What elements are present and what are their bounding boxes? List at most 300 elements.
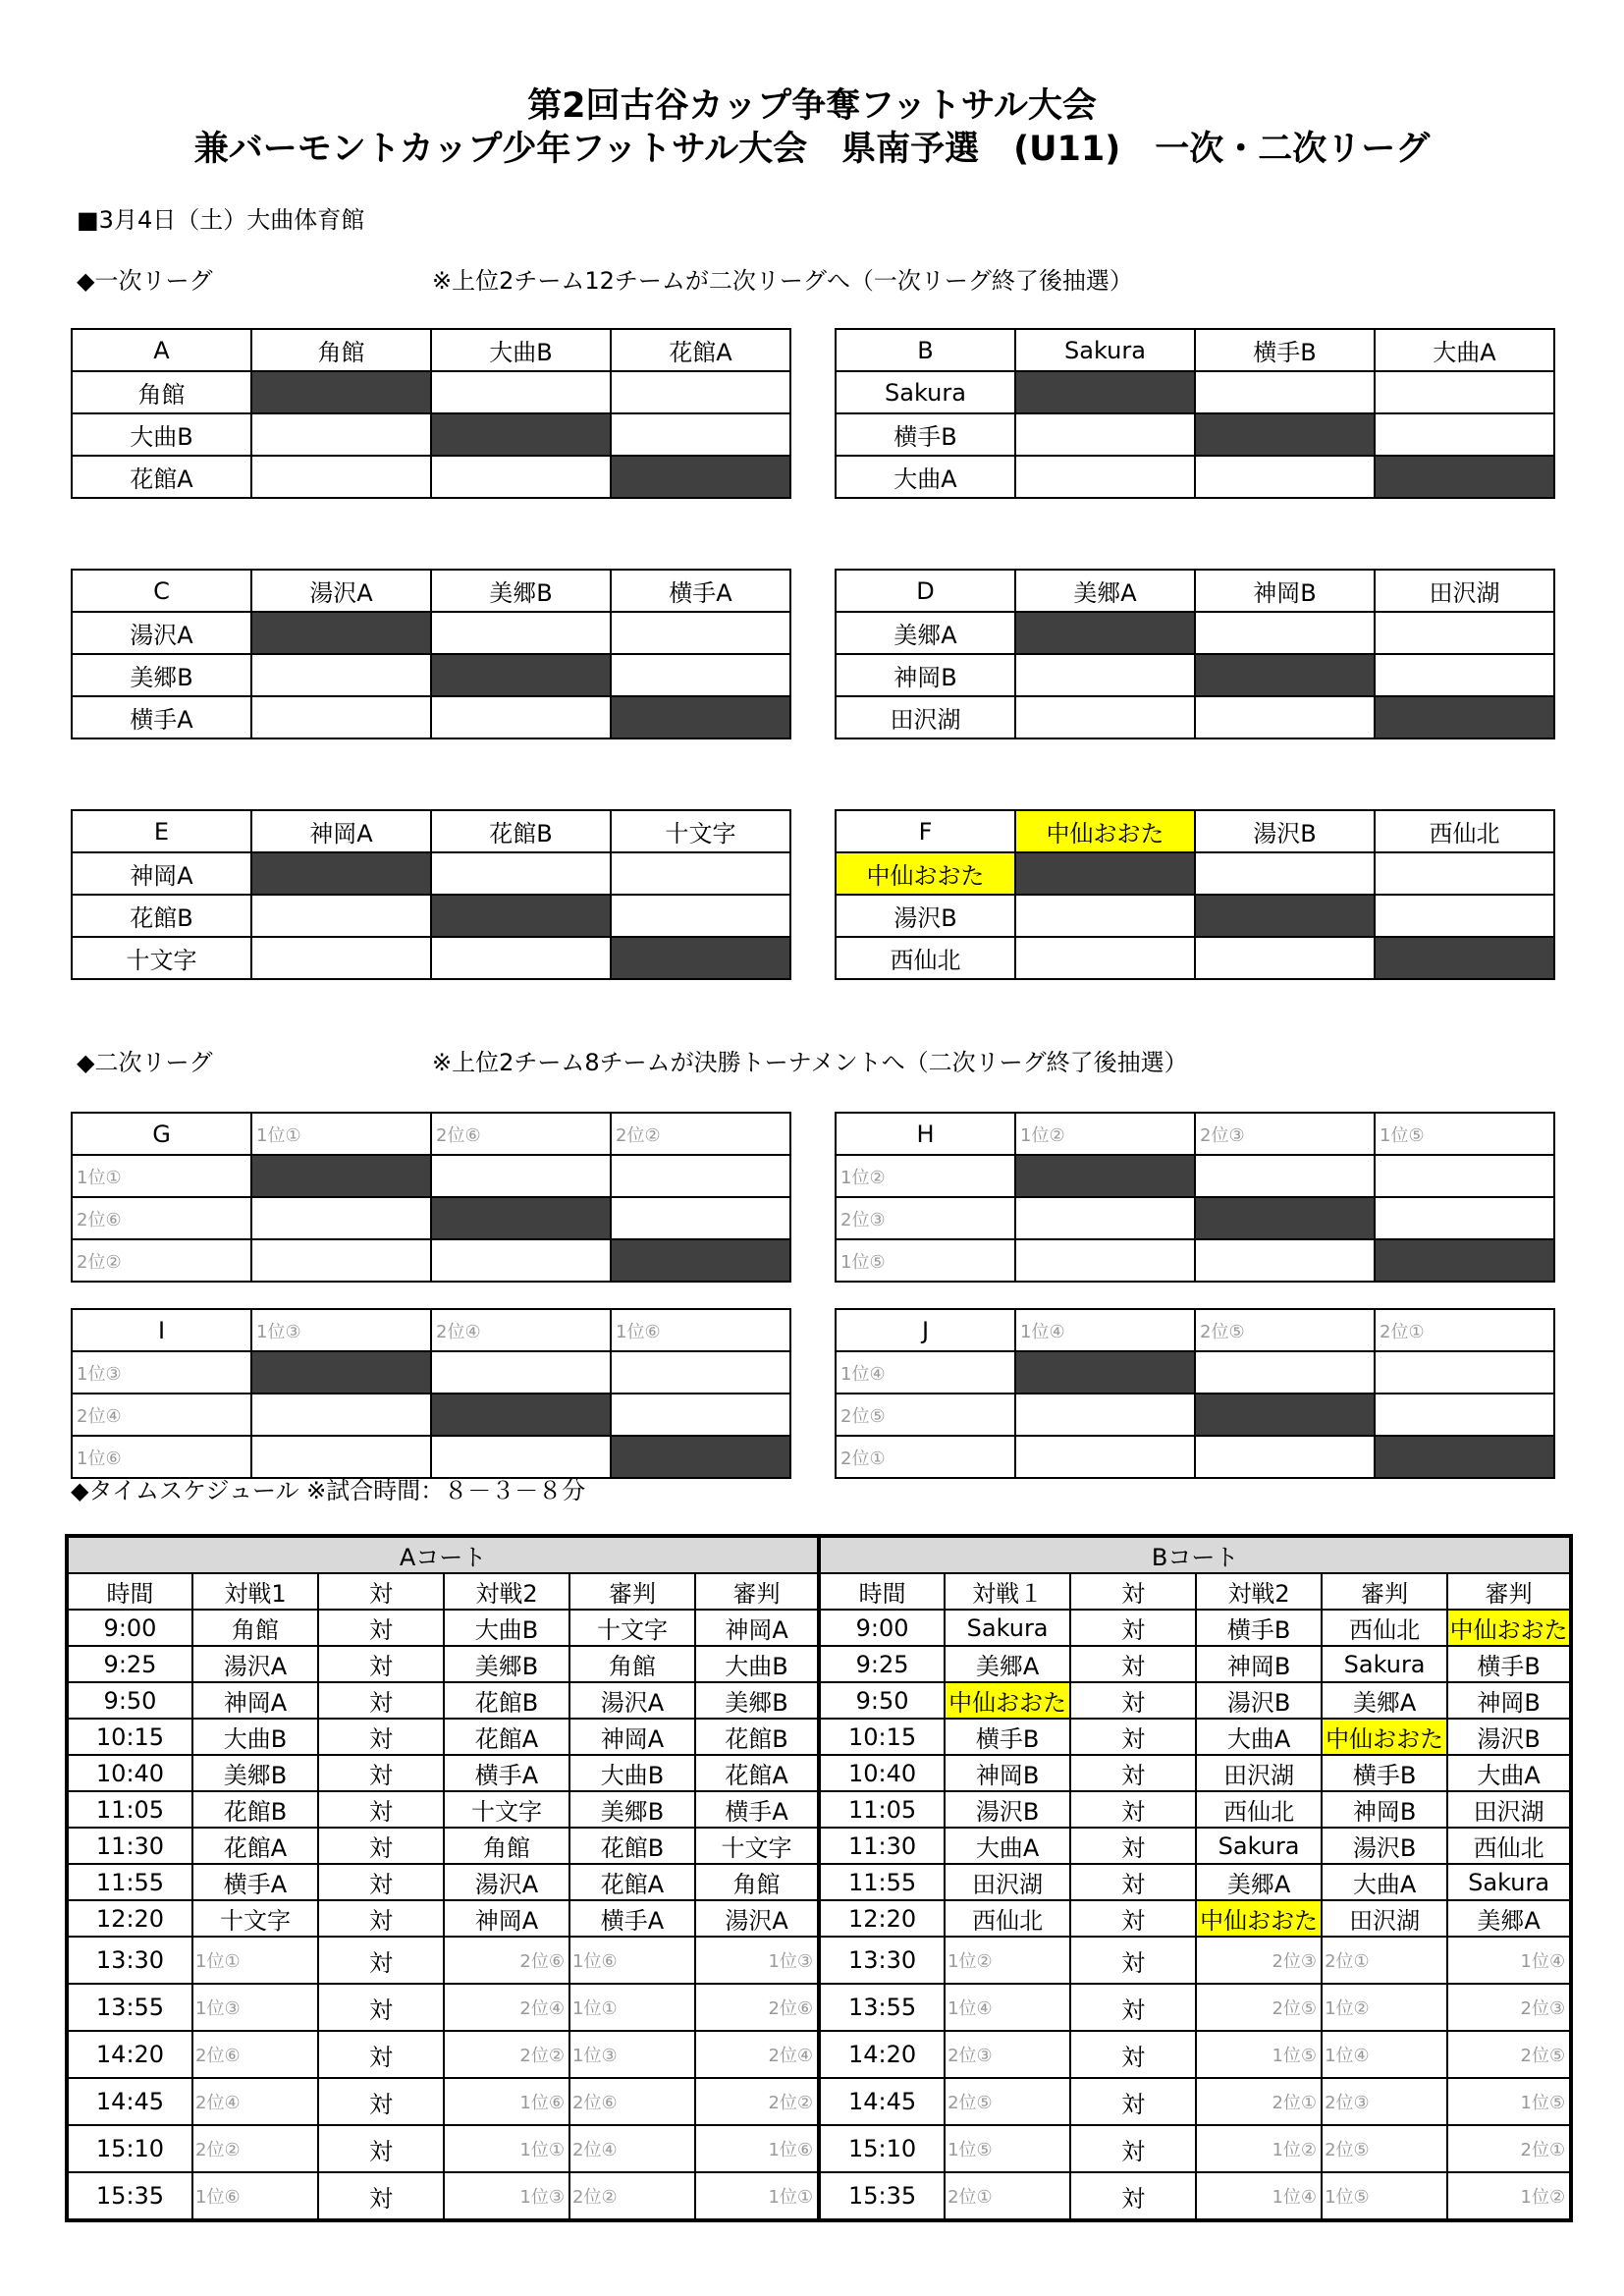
schedule-cell: 13:30 xyxy=(819,1937,945,1984)
schedule-cell: 対 xyxy=(318,1900,444,1937)
schedule-cell: 対 xyxy=(318,1682,444,1719)
team-header: 横手A xyxy=(611,570,790,612)
result-cell xyxy=(1195,937,1375,979)
self-match-cell xyxy=(1015,612,1195,654)
schedule-cell: 神岡A xyxy=(444,1900,569,1937)
schedule-cell: 対 xyxy=(1070,1984,1196,2031)
schedule-cell: 9:25 xyxy=(819,1646,945,1682)
schedule-cell: 湯沢A xyxy=(444,1864,569,1900)
schedule-cell: 12:20 xyxy=(819,1900,945,1937)
team-header: 田沢湖 xyxy=(1375,570,1554,612)
team-row-label: 神岡B xyxy=(836,654,1015,696)
result-cell xyxy=(611,371,790,413)
result-cell xyxy=(1195,1239,1375,1282)
schedule-cell: 対 xyxy=(1070,1755,1196,1791)
result-cell xyxy=(431,456,611,498)
schedule-cell: 15:35 xyxy=(67,2172,192,2220)
result-cell xyxy=(251,1197,431,1239)
team-header: 1位② xyxy=(1015,1113,1195,1155)
schedule-cell: 2位⑥ xyxy=(444,1937,569,1984)
team-row-label: 神岡A xyxy=(72,852,251,895)
team-header: 1位③ xyxy=(251,1309,431,1351)
schedule-cell: 14:45 xyxy=(67,2078,192,2125)
schedule-cell: 対 xyxy=(318,1755,444,1791)
schedule-cell: 田沢湖 xyxy=(1196,1755,1322,1791)
self-match-cell xyxy=(1015,371,1195,413)
schedule-cell: 1位③ xyxy=(569,2031,695,2078)
schedule-cell: 1位⑤ xyxy=(1196,2031,1322,2078)
schedule-cell: 2位② xyxy=(192,2125,318,2172)
group-name: B xyxy=(836,329,1015,371)
team-header: 1位④ xyxy=(1015,1309,1195,1351)
schedule-cell: 対 xyxy=(318,2078,444,2125)
self-match-cell xyxy=(1195,654,1375,696)
schedule-cell: 横手A xyxy=(695,1791,819,1828)
group-name: I xyxy=(72,1309,251,1351)
schedule-row xyxy=(67,1646,1571,1682)
result-cell xyxy=(611,1197,790,1239)
group-name: F xyxy=(836,810,1015,852)
schedule-cell: 1位⑤ xyxy=(1447,2078,1571,2125)
schedule-cell: 13:55 xyxy=(819,1984,945,2031)
result-cell xyxy=(1375,413,1554,456)
schedule-cell: 11:55 xyxy=(819,1864,945,1900)
schedule-cell: 対 xyxy=(1070,1719,1196,1755)
result-cell xyxy=(1375,654,1554,696)
result-cell xyxy=(431,1155,611,1197)
schedule-row xyxy=(67,2031,1571,2078)
result-cell xyxy=(1015,456,1195,498)
schedule-cell: 2位① xyxy=(1322,1937,1447,1984)
schedule-cell: Sakura xyxy=(945,1610,1070,1646)
schedule-cell: 対 xyxy=(1070,1828,1196,1864)
result-cell xyxy=(1015,895,1195,937)
schedule-row xyxy=(67,1755,1571,1791)
result-cell xyxy=(611,852,790,895)
team-row-label: 田沢湖 xyxy=(836,696,1015,738)
team-row-label: 2位② xyxy=(72,1239,251,1282)
schedule-cell: 2位⑥ xyxy=(192,2031,318,2078)
schedule-cell: 2位③ xyxy=(945,2031,1070,2078)
schedule-cell: 対 xyxy=(318,2125,444,2172)
schedule-cell: 花館A xyxy=(695,1755,819,1791)
self-match-cell xyxy=(251,1155,431,1197)
schedule-cell: 13:55 xyxy=(67,1984,192,2031)
column-header: 審判 xyxy=(1447,1573,1571,1610)
schedule-cell: 大曲B xyxy=(695,1646,819,1682)
team-row-label: 2位⑤ xyxy=(836,1394,1015,1436)
schedule-cell: 2位⑥ xyxy=(569,2078,695,2125)
schedule-cell: 2位② xyxy=(695,2078,819,2125)
first-league-label: ◆一次リーグ xyxy=(77,267,213,295)
team-row-label: 2位① xyxy=(836,1436,1015,1478)
result-cell xyxy=(431,612,611,654)
team-header: 2位③ xyxy=(1195,1113,1375,1155)
self-match-cell xyxy=(431,895,611,937)
schedule-cell: 2位① xyxy=(1447,2125,1571,2172)
schedule-cell: 十文字 xyxy=(695,1828,819,1864)
self-match-cell xyxy=(251,371,431,413)
team-header: 十文字 xyxy=(611,810,790,852)
schedule-cell: 1位② xyxy=(1322,1984,1447,2031)
court-b-header: Bコート xyxy=(819,1536,1571,1573)
schedule-cell: 対 xyxy=(318,1864,444,1900)
schedule-cell: 対 xyxy=(1070,1682,1196,1719)
result-cell xyxy=(1015,413,1195,456)
schedule-cell: 横手B xyxy=(1322,1755,1447,1791)
group-name: C xyxy=(72,570,251,612)
group-table-D xyxy=(835,569,1555,739)
team-header: 2位② xyxy=(611,1113,790,1155)
schedule-cell: 神岡A xyxy=(569,1719,695,1755)
result-cell xyxy=(251,696,431,738)
team-header: 神岡A xyxy=(251,810,431,852)
schedule-cell: 対 xyxy=(1070,2125,1196,2172)
result-cell xyxy=(431,1436,611,1478)
result-cell xyxy=(431,852,611,895)
schedule-cell: 1位④ xyxy=(945,1984,1070,2031)
result-cell xyxy=(1375,895,1554,937)
team-row-label: 湯沢A xyxy=(72,612,251,654)
result-cell xyxy=(1015,1197,1195,1239)
schedule-cell: 十文字 xyxy=(569,1610,695,1646)
schedule-cell: 対 xyxy=(1070,2078,1196,2125)
self-match-cell xyxy=(1195,895,1375,937)
schedule-cell: 2位⑤ xyxy=(1322,2125,1447,2172)
result-cell xyxy=(1195,852,1375,895)
schedule-cell: 9:00 xyxy=(67,1610,192,1646)
team-header: 横手B xyxy=(1195,329,1375,371)
schedule-cell: 対 xyxy=(318,2172,444,2220)
schedule-cell: 対 xyxy=(1070,1900,1196,1937)
schedule-row xyxy=(67,1864,1571,1900)
group-table-E xyxy=(71,809,791,980)
schedule-cell: 対 xyxy=(318,2031,444,2078)
schedule-cell: 1位③ xyxy=(695,1937,819,1984)
schedule-cell: 2位① xyxy=(945,2172,1070,2220)
result-cell xyxy=(251,1239,431,1282)
result-cell xyxy=(1375,852,1554,895)
schedule-cell: 1位④ xyxy=(1447,1937,1571,1984)
schedule-cell: 中仙おおた xyxy=(1322,1719,1447,1755)
team-header: 大曲A xyxy=(1375,329,1554,371)
schedule-cell: 2位⑤ xyxy=(1447,2031,1571,2078)
schedule-cell: 対 xyxy=(318,1937,444,1984)
schedule-cell: 美郷A xyxy=(1447,1900,1571,1937)
schedule-cell: 西仙北 xyxy=(1196,1791,1322,1828)
result-cell xyxy=(1195,1351,1375,1394)
second-league-label: ◆二次リーグ xyxy=(77,1049,213,1076)
team-header: 湯沢B xyxy=(1195,810,1375,852)
column-header: 対戦2 xyxy=(1196,1573,1322,1610)
schedule-cell: 2位④ xyxy=(192,2078,318,2125)
self-match-cell xyxy=(251,1351,431,1394)
schedule-cell: 湯沢A xyxy=(569,1682,695,1719)
schedule-row xyxy=(67,1828,1571,1864)
schedule-cell: 対 xyxy=(318,1719,444,1755)
schedule-row xyxy=(67,2078,1571,2125)
schedule-row xyxy=(67,1719,1571,1755)
team-header: 2位④ xyxy=(431,1309,611,1351)
second-league-note: ※上位2チーム8チームが決勝トーナメントへ（二次リーグ終了後抽選） xyxy=(432,1049,1188,1076)
team-row-label: 十文字 xyxy=(72,937,251,979)
self-match-cell xyxy=(1375,456,1554,498)
team-row-label: 2位③ xyxy=(836,1197,1015,1239)
schedule-label: ◆タイムスケジュール ※試合時間：８－３－８分 xyxy=(71,1477,586,1504)
self-match-cell xyxy=(431,654,611,696)
schedule-cell: 11:05 xyxy=(819,1791,945,1828)
schedule-cell: 2位④ xyxy=(569,2125,695,2172)
schedule-cell: 2位① xyxy=(1196,2078,1322,2125)
self-match-cell xyxy=(1375,1436,1554,1478)
schedule-cell: 13:30 xyxy=(67,1937,192,1984)
schedule-cell: 9:50 xyxy=(819,1682,945,1719)
team-header: 西仙北 xyxy=(1375,810,1554,852)
schedule-row xyxy=(67,1610,1571,1646)
team-row-label: 湯沢B xyxy=(836,895,1015,937)
group-name: J xyxy=(836,1309,1015,1351)
schedule-cell: 対 xyxy=(318,1791,444,1828)
column-header: 時間 xyxy=(819,1573,945,1610)
schedule-cell: 田沢湖 xyxy=(945,1864,1070,1900)
team-header: 1位① xyxy=(251,1113,431,1155)
group-table-F xyxy=(835,809,1555,980)
team-row-label: 2位⑥ xyxy=(72,1197,251,1239)
schedule-row xyxy=(67,1791,1571,1828)
result-cell xyxy=(251,937,431,979)
schedule-cell: 11:55 xyxy=(67,1864,192,1900)
schedule-cell: 美郷B xyxy=(444,1646,569,1682)
self-match-cell xyxy=(1015,852,1195,895)
team-row-label: 2位④ xyxy=(72,1394,251,1436)
schedule-cell: 美郷B xyxy=(569,1791,695,1828)
team-row-label: 角館 xyxy=(72,371,251,413)
self-match-cell xyxy=(611,1436,790,1478)
result-cell xyxy=(611,612,790,654)
column-header: 対戦１ xyxy=(945,1573,1070,1610)
result-cell xyxy=(611,413,790,456)
schedule-cell: 1位⑤ xyxy=(945,2125,1070,2172)
team-header: 花館A xyxy=(611,329,790,371)
schedule-cell: 田沢湖 xyxy=(1447,1791,1571,1828)
schedule-cell: 横手B xyxy=(1196,1610,1322,1646)
schedule-cell: 10:15 xyxy=(67,1719,192,1755)
team-row-label: 横手A xyxy=(72,696,251,738)
schedule-cell: 美郷A xyxy=(945,1646,1070,1682)
team-header: 美郷A xyxy=(1015,570,1195,612)
schedule-cell: 2位③ xyxy=(1447,1984,1571,2031)
team-header: Sakura xyxy=(1015,329,1195,371)
court-a-header: Aコート xyxy=(67,1536,819,1573)
schedule-cell: 角館 xyxy=(569,1646,695,1682)
schedule-cell: 湯沢A xyxy=(192,1646,318,1682)
schedule-cell: 中仙おおた xyxy=(945,1682,1070,1719)
schedule-cell: 15:10 xyxy=(819,2125,945,2172)
schedule-cell: 美郷B xyxy=(192,1755,318,1791)
schedule-cell: 1位① xyxy=(569,1984,695,2031)
result-cell xyxy=(251,456,431,498)
team-row-label: 1位② xyxy=(836,1155,1015,1197)
result-cell xyxy=(1195,1436,1375,1478)
self-match-cell xyxy=(1195,413,1375,456)
schedule-cell: 西仙北 xyxy=(945,1900,1070,1937)
schedule-cell: 12:20 xyxy=(67,1900,192,1937)
team-row-label: 横手B xyxy=(836,413,1015,456)
schedule-cell: 美郷B xyxy=(695,1682,819,1719)
team-row-label: 花館B xyxy=(72,895,251,937)
schedule-cell: 1位④ xyxy=(1322,2031,1447,2078)
self-match-cell xyxy=(611,1239,790,1282)
schedule-cell: 2位⑤ xyxy=(945,2078,1070,2125)
schedule-cell: 花館B xyxy=(444,1682,569,1719)
schedule-cell: 1位① xyxy=(695,2172,819,2220)
result-cell xyxy=(251,1436,431,1478)
team-header: 1位⑤ xyxy=(1375,1113,1554,1155)
schedule-cell: 湯沢B xyxy=(1322,1828,1447,1864)
schedule-cell: 2位④ xyxy=(444,1984,569,2031)
result-cell xyxy=(431,1351,611,1394)
self-match-cell xyxy=(251,852,431,895)
schedule-cell: 対 xyxy=(318,1828,444,1864)
schedule-cell: 湯沢B xyxy=(1447,1719,1571,1755)
self-match-cell xyxy=(431,413,611,456)
team-row-label: 1位① xyxy=(72,1155,251,1197)
column-header: 審判 xyxy=(569,1573,695,1610)
schedule-cell: 2位⑥ xyxy=(695,1984,819,2031)
group-table-G xyxy=(71,1112,791,1283)
self-match-cell xyxy=(1375,696,1554,738)
schedule-cell: 対 xyxy=(318,1646,444,1682)
result-cell xyxy=(1375,612,1554,654)
schedule-cell: 9:25 xyxy=(67,1646,192,1682)
schedule-cell: 神岡A xyxy=(695,1610,819,1646)
schedule-cell: 14:20 xyxy=(67,2031,192,2078)
team-row-label: 美郷B xyxy=(72,654,251,696)
result-cell xyxy=(1015,937,1195,979)
schedule-cell: 対 xyxy=(1070,1791,1196,1828)
schedule-cell: 1位⑥ xyxy=(192,2172,318,2220)
column-header: 対戦2 xyxy=(444,1573,569,1610)
team-header: 角館 xyxy=(251,329,431,371)
schedule-row xyxy=(67,1682,1571,1719)
schedule-cell: Sakura xyxy=(1196,1828,1322,1864)
schedule-cell: 花館B xyxy=(695,1719,819,1755)
group-name: A xyxy=(72,329,251,371)
schedule-cell: 湯沢B xyxy=(1196,1682,1322,1719)
result-cell xyxy=(1195,612,1375,654)
schedule-cell: 対 xyxy=(1070,1610,1196,1646)
schedule-cell: 大曲A xyxy=(945,1828,1070,1864)
schedule-cell: 中仙おおた xyxy=(1447,1610,1571,1646)
team-row-label: 1位④ xyxy=(836,1351,1015,1394)
schedule-cell: 花館A xyxy=(444,1719,569,1755)
schedule-cell: 西仙北 xyxy=(1447,1828,1571,1864)
schedule-cell: 対 xyxy=(1070,1646,1196,1682)
column-header: 審判 xyxy=(1322,1573,1447,1610)
team-row-label: 1位⑤ xyxy=(836,1239,1015,1282)
result-cell xyxy=(1195,696,1375,738)
schedule-cell: 花館B xyxy=(569,1828,695,1864)
schedule-cell: 14:20 xyxy=(819,2031,945,2078)
team-header: 2位⑤ xyxy=(1195,1309,1375,1351)
schedule-row xyxy=(67,2172,1571,2220)
group-name: D xyxy=(836,570,1015,612)
result-cell xyxy=(1195,1155,1375,1197)
self-match-cell xyxy=(431,1197,611,1239)
schedule-cell: 15:10 xyxy=(67,2125,192,2172)
schedule-cell: 1位② xyxy=(1196,2125,1322,2172)
group-table-B xyxy=(835,328,1555,499)
schedule-cell: 1位② xyxy=(945,1937,1070,1984)
schedule-cell: 15:35 xyxy=(819,2172,945,2220)
schedule-cell: 十文字 xyxy=(444,1791,569,1828)
result-cell xyxy=(1015,1436,1195,1478)
schedule-cell: 14:45 xyxy=(819,2078,945,2125)
schedule-cell: 2位④ xyxy=(695,2031,819,2078)
schedule-cell: 1位③ xyxy=(192,1984,318,2031)
schedule-cell: 大曲A xyxy=(1196,1719,1322,1755)
team-header: 花館B xyxy=(431,810,611,852)
schedule-cell: 角館 xyxy=(695,1864,819,1900)
team-row-label: 花館A xyxy=(72,456,251,498)
result-cell xyxy=(1015,654,1195,696)
title-line-2: 兼バーモントカップ少年フットサル大会 県南予選 (U11) 一次・二次リーグ xyxy=(193,130,1431,169)
group-table-I xyxy=(71,1308,791,1479)
result-cell xyxy=(611,1351,790,1394)
self-match-cell xyxy=(611,456,790,498)
result-cell xyxy=(1375,371,1554,413)
result-cell xyxy=(611,1155,790,1197)
schedule-cell: 神岡A xyxy=(192,1682,318,1719)
schedule-cell: 湯沢A xyxy=(695,1900,819,1937)
result-cell xyxy=(251,654,431,696)
column-header: 対 xyxy=(1070,1573,1196,1610)
schedule-cell: 対 xyxy=(1070,2172,1196,2220)
team-row-label: 美郷A xyxy=(836,612,1015,654)
team-header: 2位① xyxy=(1375,1309,1554,1351)
schedule-cell: 2位⑤ xyxy=(1196,1984,1322,2031)
schedule-cell: 十文字 xyxy=(192,1900,318,1937)
self-match-cell xyxy=(1015,1155,1195,1197)
schedule-cell: 1位① xyxy=(444,2125,569,2172)
team-header: 美郷B xyxy=(431,570,611,612)
column-header: 時間 xyxy=(67,1573,192,1610)
schedule-table xyxy=(65,1534,1573,2222)
self-match-cell xyxy=(1015,1351,1195,1394)
team-header: 神岡B xyxy=(1195,570,1375,612)
schedule-cell: Sakura xyxy=(1322,1646,1447,1682)
self-match-cell xyxy=(251,612,431,654)
result-cell xyxy=(1375,1155,1554,1197)
schedule-cell: 9:50 xyxy=(67,1682,192,1719)
schedule-cell: 2位③ xyxy=(1196,1937,1322,1984)
group-name: G xyxy=(72,1113,251,1155)
result-cell xyxy=(1195,456,1375,498)
result-cell xyxy=(251,413,431,456)
self-match-cell xyxy=(611,696,790,738)
schedule-cell: 大曲A xyxy=(1322,1864,1447,1900)
result-cell xyxy=(611,1394,790,1436)
schedule-cell: 角館 xyxy=(444,1828,569,1864)
schedule-cell: 大曲B xyxy=(192,1719,318,1755)
schedule-cell: 中仙おおた xyxy=(1196,1900,1322,1937)
group-name: E xyxy=(72,810,251,852)
schedule-cell: 大曲A xyxy=(1447,1755,1571,1791)
schedule-cell: 9:00 xyxy=(819,1610,945,1646)
self-match-cell xyxy=(1375,1239,1554,1282)
result-cell xyxy=(1375,1197,1554,1239)
title-line-1: 第2回古谷カップ争奪フットサル大会 xyxy=(527,86,1097,126)
